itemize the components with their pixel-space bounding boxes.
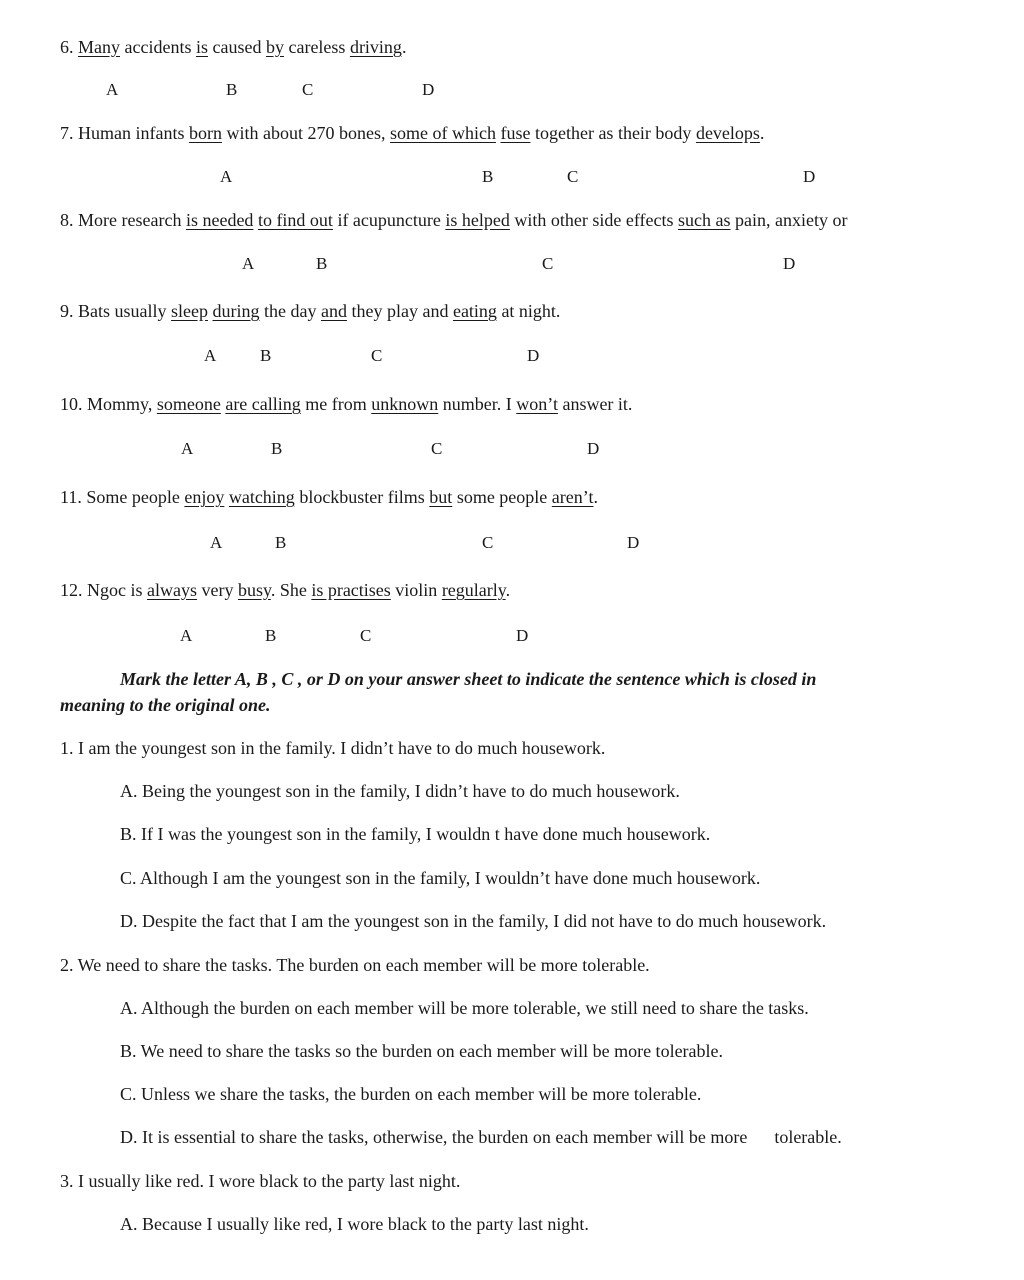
answer-option: B. We need to share the tasks so the burden on each member will be more tolerable. bbox=[120, 1041, 724, 1061]
error-question bbox=[60, 122, 764, 144]
option-letter: B bbox=[316, 254, 328, 273]
text-segment: if acupuncture bbox=[332, 210, 446, 230]
option-letter: C bbox=[567, 167, 579, 186]
underlined-segment: is needed bbox=[185, 210, 254, 230]
combine-question-prompt: 3. I usually like red. I wore black to the party last night. bbox=[60, 1171, 461, 1191]
question-number: 9. bbox=[60, 301, 74, 321]
instruction-line-2: meaning to the original one. bbox=[60, 695, 271, 715]
option-letter: C bbox=[431, 439, 443, 458]
underlined-segment: fuse bbox=[500, 123, 531, 143]
text-segment: blockbuster films bbox=[294, 487, 430, 507]
underlined-segment: someone bbox=[156, 394, 221, 414]
text-segment: with other side effects bbox=[509, 210, 679, 230]
question-number: 6. bbox=[60, 37, 74, 57]
answer-option: A. Although the burden on each member will be more tolerable, we still need to share the tasks. bbox=[120, 998, 809, 1018]
text-segment: accidents bbox=[120, 37, 196, 57]
underlined-segment: develops bbox=[695, 123, 760, 143]
underlined-segment: aren’t bbox=[551, 487, 594, 507]
question-number: 12. bbox=[60, 580, 83, 600]
text-segment: the day bbox=[259, 301, 321, 321]
text-segment: caused bbox=[207, 37, 266, 57]
option-letter: D bbox=[587, 439, 600, 458]
option-letter: B bbox=[265, 626, 277, 645]
underlined-segment: born bbox=[188, 123, 222, 143]
text-segment: Ngoc is bbox=[87, 580, 147, 600]
underlined-segment: always bbox=[147, 580, 197, 600]
option-letter: A bbox=[181, 439, 194, 458]
option-letter: C bbox=[542, 254, 554, 273]
underlined-segment: during bbox=[212, 301, 260, 321]
underlined-segment: Many bbox=[78, 37, 120, 57]
text-segment: me from bbox=[300, 394, 372, 414]
error-question bbox=[60, 393, 632, 415]
answer-option: A. Being the youngest son in the family, I didn’t have to do much housework. bbox=[120, 781, 680, 801]
option-letter: A bbox=[242, 254, 255, 273]
underlined-segment: busy bbox=[237, 580, 271, 600]
underlined-segment: are calling bbox=[225, 394, 301, 414]
underlined-segment: to find out bbox=[257, 210, 333, 230]
underlined-segment: by bbox=[265, 37, 284, 57]
text-segment: some people bbox=[452, 487, 552, 507]
question-number: 8. bbox=[60, 210, 74, 230]
underlined-segment: unknown bbox=[371, 394, 439, 414]
option-letter: C bbox=[302, 80, 314, 99]
option-letter: D bbox=[783, 254, 796, 273]
option-letter: C bbox=[360, 626, 372, 645]
text-segment: Mommy, bbox=[87, 394, 157, 414]
text-segment: violin bbox=[390, 580, 442, 600]
text-segment: together as their body bbox=[530, 123, 696, 143]
underlined-segment: such as bbox=[678, 210, 731, 230]
text-segment: Bats usually bbox=[78, 301, 171, 321]
option-letter: A bbox=[106, 80, 119, 99]
underlined-segment: eating bbox=[452, 301, 497, 321]
combine-question-prompt: 2. We need to share the tasks. The burden on each member will be more tolerable. bbox=[60, 955, 650, 975]
text-segment: at night. bbox=[496, 301, 561, 321]
answer-option: D. It is essential to share the tasks, otherwise, the burden on each member will be more tolerable. bbox=[120, 1127, 842, 1147]
underlined-segment: regularly bbox=[441, 580, 506, 600]
error-question bbox=[60, 36, 406, 58]
underlined-segment: and bbox=[320, 301, 347, 321]
answer-option: B. If I was the youngest son in the family, I wouldn t have done much housework. bbox=[120, 824, 711, 844]
text-segment: careless bbox=[283, 37, 350, 57]
option-letter: C bbox=[482, 533, 494, 552]
underlined-segment: driving bbox=[349, 37, 402, 57]
option-letter: D bbox=[516, 626, 529, 645]
combine-question-prompt: 1. I am the youngest son in the family. I didn’t have to do much housework. bbox=[60, 738, 606, 758]
underlined-segment: is bbox=[195, 37, 208, 57]
text-segment: answer it. bbox=[557, 394, 633, 414]
answer-option: A. Because I usually like red, I wore black to the party last night. bbox=[120, 1214, 589, 1234]
text-segment: they play and bbox=[346, 301, 453, 321]
answer-option: C. Unless we share the tasks, the burden on each member will be more tolerable. bbox=[120, 1084, 702, 1104]
underlined-segment: sleep bbox=[171, 301, 208, 321]
error-question bbox=[60, 209, 847, 231]
option-letter: B bbox=[482, 167, 494, 186]
text-segment: . bbox=[401, 37, 407, 57]
option-letter: B bbox=[260, 346, 272, 365]
option-letter: A bbox=[204, 346, 217, 365]
option-letter: A bbox=[180, 626, 193, 645]
error-question bbox=[60, 486, 598, 508]
question-number: 10. bbox=[60, 394, 83, 414]
text-segment: number. I bbox=[438, 394, 517, 414]
text-segment: Some people bbox=[86, 487, 185, 507]
question-number: 7. bbox=[60, 123, 74, 143]
option-letter: B bbox=[271, 439, 283, 458]
option-letter: D bbox=[527, 346, 540, 365]
underlined-segment: but bbox=[429, 487, 453, 507]
text-segment: very bbox=[196, 580, 238, 600]
option-letter: D bbox=[422, 80, 435, 99]
option-letter: B bbox=[226, 80, 238, 99]
underlined-segment: is helped bbox=[445, 210, 510, 230]
text-segment: . bbox=[505, 580, 511, 600]
instruction-line-1: Mark the letter A, B , C , or D on your answer sheet to indicate the sentence which is closed in bbox=[120, 669, 817, 689]
answer-option: D. Despite the fact that I am the youngest son in the family, I did not have to do much housework. bbox=[120, 911, 827, 931]
underlined-segment: some of which bbox=[389, 123, 496, 143]
option-letter: B bbox=[275, 533, 287, 552]
question-number: 11. bbox=[60, 487, 82, 507]
underlined-segment: watching bbox=[228, 487, 295, 507]
option-letter: C bbox=[371, 346, 383, 365]
option-letter: A bbox=[220, 167, 233, 186]
error-question bbox=[60, 300, 560, 322]
text-segment: . bbox=[593, 487, 598, 507]
text-segment: with about 270 bones, bbox=[221, 123, 390, 143]
text-segment: . bbox=[759, 123, 765, 143]
text-segment: . She bbox=[270, 580, 312, 600]
option-letter: D bbox=[803, 167, 816, 186]
option-letter: D bbox=[627, 533, 640, 552]
text-segment: pain, anxiety or bbox=[730, 210, 848, 230]
text-segment: More research bbox=[78, 210, 186, 230]
answer-option: C. Although I am the youngest son in the family, I wouldn’t have done much housework. bbox=[120, 868, 761, 888]
underlined-segment: is practises bbox=[311, 580, 391, 600]
option-letter: A bbox=[210, 533, 223, 552]
underlined-segment: enjoy bbox=[184, 487, 225, 507]
underlined-segment: won’t bbox=[516, 394, 558, 414]
text-segment: Human infants bbox=[78, 123, 189, 143]
error-question bbox=[60, 579, 510, 601]
